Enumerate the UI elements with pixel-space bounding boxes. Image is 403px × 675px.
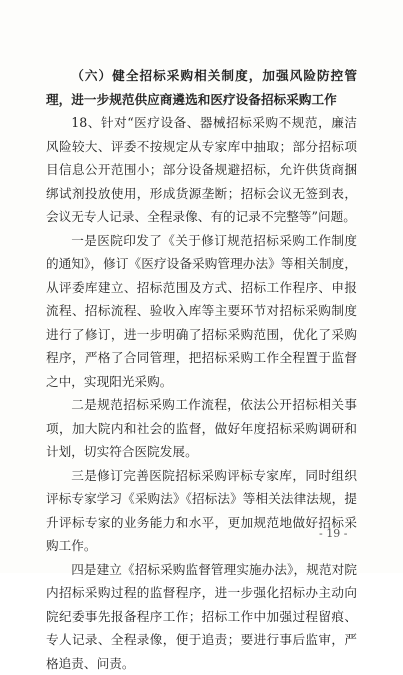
measure-paragraph-1: 一是医院印发了《关于修订规范招标采购工作制度的通知》，修订《医疗设备采购管理办法》等相关制度，从评委库建立、招标范围及方式、招标工作程序、申报流程、招标流程、验收入库等主要环节对招标采购制度进行了修订，进一步明确了招标采购范围，优化了采购程序，严格了合同管理，把招标采购工作全程置于监督之中，实现阳光采购。 [46, 229, 357, 394]
issue-paragraph: 18、针对“医疗设备、器械招标采购不规范，廉洁风险较大、评委不按规定从专家库中抽取；部分招标项目信息公开范围小；部分设备规避招标，允许供货商捆绑试剂投放使用，形成货源垄断；招标会议无签到表，会议无专人记录、全程录像、有的记录不完整等”问题。 [46, 111, 357, 229]
measure-paragraph-2: 二是规范招标采购工作流程，依法公开招标相关事项，加大院内和社会的监督，做好年度招标采购调研和计划，切实符合医院发展。 [46, 393, 357, 464]
document-body [46, 64, 357, 675]
measure-paragraph-4: 四是建立《招标采购监督管理实施办法》，规范对院内招标采购过程的监督程序，进一步强化招标办主动向院纪委事先报备程序工作；招标工作中加强过程留痕、专人记录、全程录像，便于追责；要进行事后监审，严格追责、问责。 [46, 558, 357, 675]
page-number: - 19 - [319, 527, 347, 540]
measure-paragraph-3: 三是修订完善医院招标采购评标专家库，同时组织评标专家学习《采购法》《招标法》等相关法律法规，提升评标专家的业务能力和水平，更加规范地做好招标采购工作。 [46, 464, 357, 558]
section-heading: （六）健全招标采购相关制度，加强风险防控管理，进一步规范供应商遴选和医疗设备招标采购工作 [46, 64, 357, 111]
